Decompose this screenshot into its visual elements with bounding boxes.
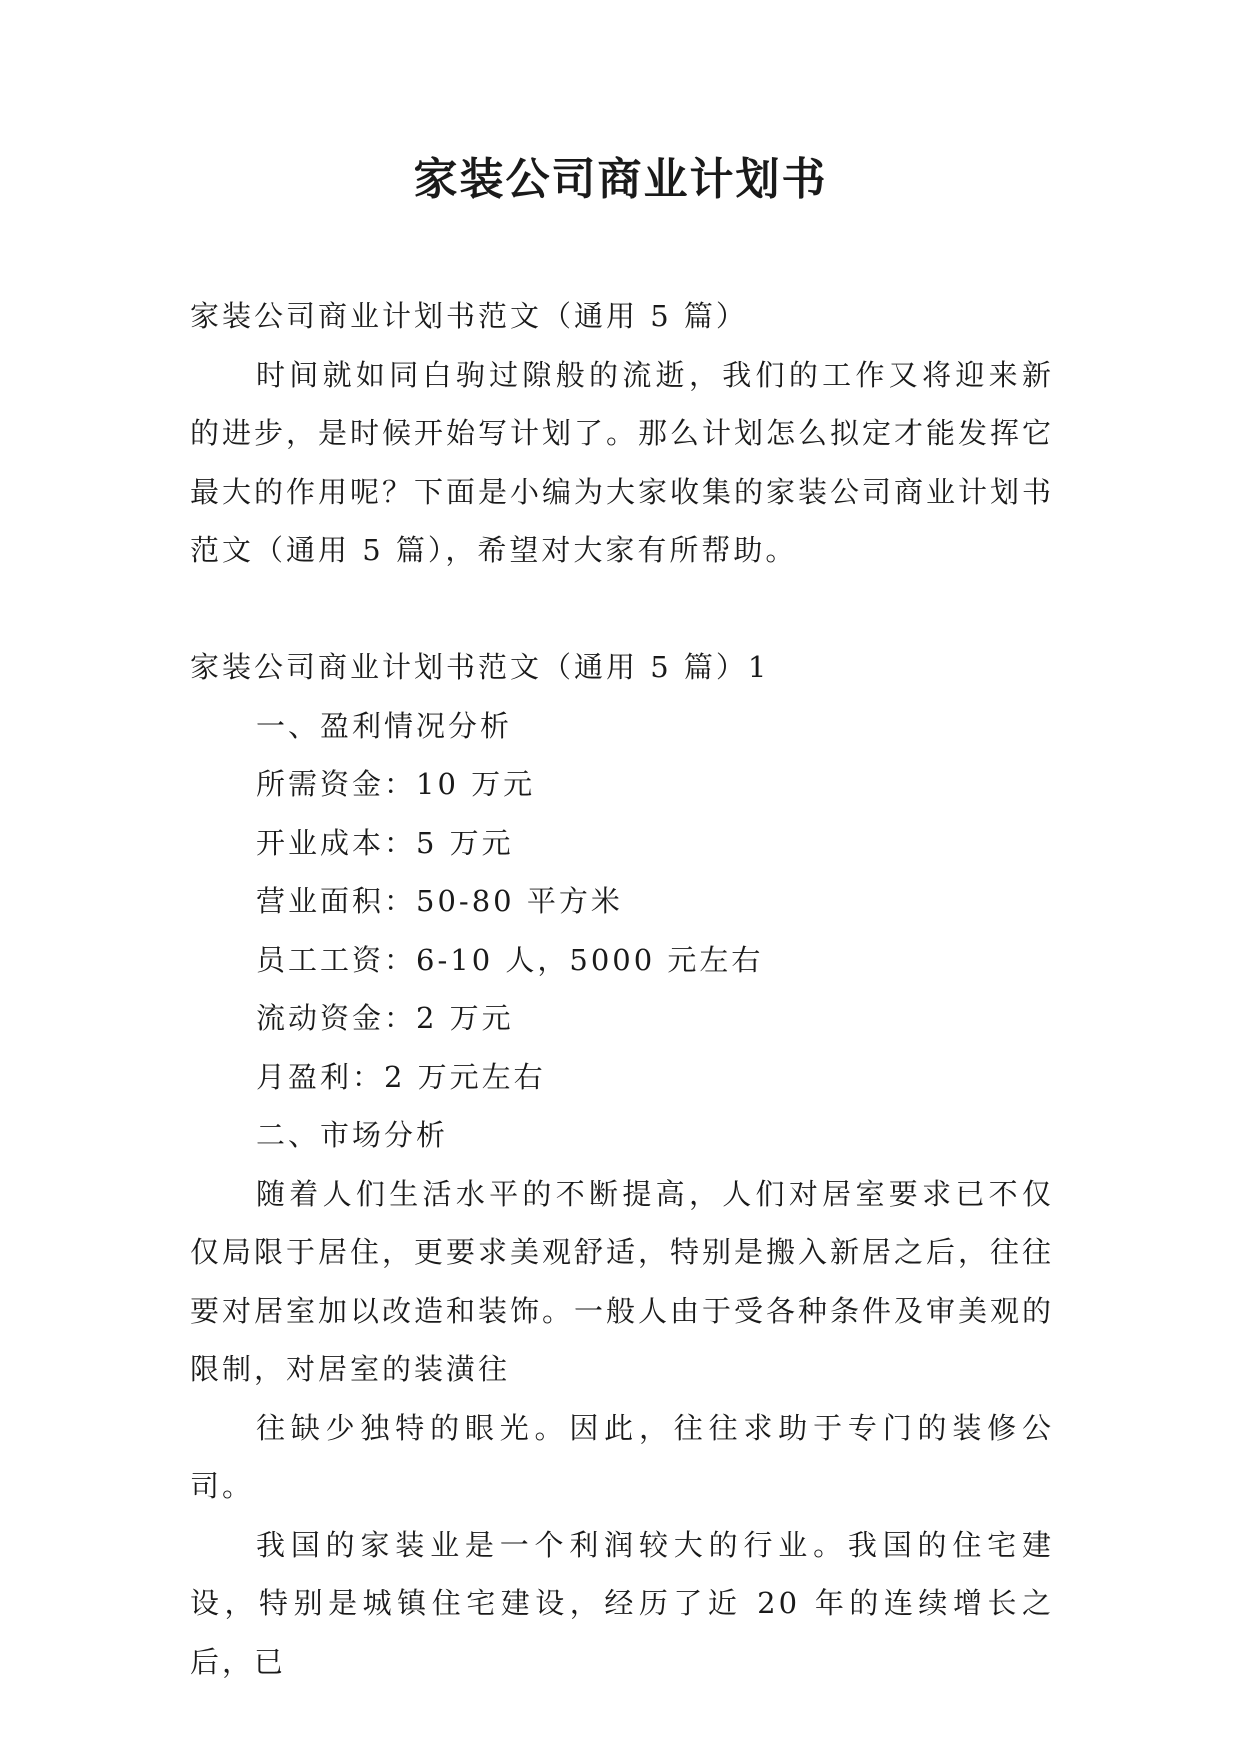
document-title: 家装公司商业计划书: [413, 154, 828, 205]
market-paragraph: 我国的家装业是一个利润较大的行业。我国的住宅建设，特别是城镇住宅建设，经历了近 20 年的连续增长之后，已: [190, 1527, 1054, 1679]
fact-monthly-profit: 月盈利：2 万元左右: [256, 1059, 546, 1094]
document-subtitle: 家装公司商业计划书范文（通用 5 篇）: [190, 299, 748, 333]
fact-required-funds: 所需资金：10 万元: [256, 767, 536, 801]
market-paragraph: 往缺少独特的眼光。因此，往往求助于专门的装修公司。: [190, 1410, 1054, 1503]
fact-business-area: 营业面积：50-80 平方米: [256, 884, 623, 918]
document-body: [190, 287, 1054, 1691]
fact-working-capital: 流动资金：2 万元: [256, 1001, 514, 1035]
section-heading: 家装公司商业计划书范文（通用 5 篇）1: [190, 650, 770, 684]
part1-heading: 一、盈利情况分析: [256, 708, 513, 743]
paragraph-spacer: [190, 580, 1054, 639]
intro-paragraph: 时间就如同白驹过隙般的流逝，我们的工作又将迎来新的进步，是时候开始写计划了。那么计划怎么拟定才能发挥它最大的作用呢？下面是小编为大家收集的家装公司商业计划书范文（通用 5 篇），希望对大家有所帮助。: [190, 357, 1055, 567]
fact-staff-wages: 员工工资：6-10 人，5000 元左右: [256, 942, 764, 977]
market-paragraph: 随着人们生活水平的不断提高，人们对居室要求已不仅仅局限于居住，更要求美观舒适，特别是搬入新居之后，往往要对居室加以改造和装饰。一般人由于受各种条件及审美观的限制，对居室的装潢往: [190, 1176, 1055, 1386]
part2-heading: 二、市场分析: [256, 1118, 449, 1152]
fact-startup-cost: 开业成本：5 万元: [256, 825, 514, 860]
